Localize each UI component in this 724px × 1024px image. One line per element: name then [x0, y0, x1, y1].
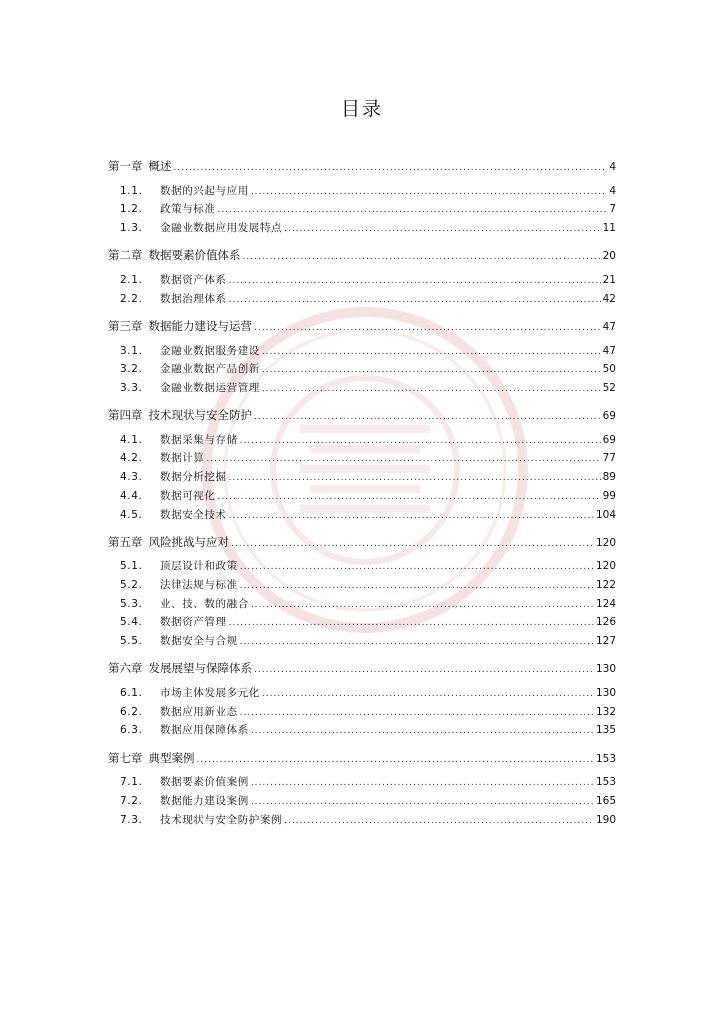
toc-section-entry[interactable]: [108, 343, 616, 362]
toc-chapter-entry[interactable]: [108, 750, 616, 769]
section-title: 市场主体发展多元化: [160, 687, 260, 699]
section-page-number: 122: [595, 579, 616, 592]
section-page-number: 190: [595, 813, 616, 826]
section-title: 金融业数据产品创新: [160, 363, 260, 376]
chapter-page-number: 20: [602, 250, 616, 263]
dot-leader: [254, 412, 601, 422]
dot-leader: [229, 473, 601, 483]
dot-leader: [240, 581, 594, 591]
dot-leader: [240, 708, 594, 718]
chapter-page-number: 4: [609, 161, 616, 173]
toc-section-entry[interactable]: [108, 361, 616, 380]
dot-leader: [231, 539, 594, 549]
dot-leader: [229, 295, 601, 305]
section-number: 5.1.: [120, 560, 143, 573]
toc-chapter-entry[interactable]: [108, 407, 616, 426]
table-of-contents: [108, 158, 616, 830]
dot-leader: [251, 778, 594, 788]
section-number: 2.2.: [120, 292, 143, 305]
dot-leader: [240, 637, 594, 647]
toc-section-entry[interactable]: [108, 596, 616, 615]
section-page-number: 21: [602, 273, 616, 286]
section-number: 3.1.: [120, 344, 143, 357]
section-title: 数据可视化: [160, 489, 216, 502]
section-number: 5.2.: [120, 579, 143, 592]
toc-chapter-entry[interactable]: [108, 158, 616, 177]
toc-section-entry[interactable]: [108, 220, 616, 239]
section-number: 4.5.: [120, 508, 143, 521]
section-title: 数据应用保障体系: [160, 724, 249, 737]
toc-chapter-entry[interactable]: [108, 247, 616, 266]
toc-section-entry[interactable]: [108, 793, 616, 812]
section-title: 数据计算: [160, 452, 205, 465]
dot-leader: [262, 689, 594, 699]
section-title: 数据能力建设案例: [160, 794, 249, 807]
toc-section-entry[interactable]: [108, 614, 616, 633]
section-title: 技术现状与安全防护案例: [160, 813, 283, 826]
chapter-title: 数据能力建设与运营: [148, 318, 252, 333]
dot-leader: [254, 323, 601, 333]
chapter-title: 发展展望与保障体系: [148, 661, 252, 676]
section-page-number: 124: [595, 597, 616, 610]
chapter-title: 概述: [148, 159, 172, 173]
dot-leader: [218, 492, 601, 502]
chapter-number: 第一章: [108, 159, 143, 173]
section-number: 4.2.: [120, 452, 143, 465]
section-page-number: 4: [609, 184, 616, 197]
toc-section-entry[interactable]: [108, 272, 616, 291]
dot-leader: [284, 224, 601, 234]
chapter-number: 第三章: [108, 318, 143, 333]
section-page-number: 126: [595, 616, 616, 629]
toc-section-entry[interactable]: [108, 432, 616, 451]
section-number: 4.1.: [120, 433, 143, 446]
dot-leader: [206, 454, 600, 464]
section-title: 金融业数据运营管理: [160, 381, 260, 394]
section-title: 数据的兴起与应用: [160, 184, 249, 197]
dot-leader: [240, 562, 594, 572]
section-number: 1.3.: [120, 222, 143, 235]
section-page-number: 120: [595, 560, 616, 573]
toc-section-entry[interactable]: [108, 774, 616, 793]
section-page-number: 52: [602, 381, 616, 394]
section-page-number: 50: [602, 363, 616, 376]
section-title: 数据资产体系: [160, 273, 227, 286]
section-title: 政策与标准: [160, 203, 216, 216]
section-title: 金融业数据应用发展特点: [160, 222, 283, 235]
section-title: 法律法规与标准: [160, 579, 238, 592]
section-number: 6.1.: [120, 687, 143, 699]
section-number: 6.3.: [120, 724, 143, 737]
toc-section-entry[interactable]: [108, 577, 616, 596]
toc-section-entry[interactable]: [108, 488, 616, 507]
chapter-page-number: 153: [595, 752, 616, 765]
chapter-page-number: 120: [595, 536, 616, 549]
section-title: 数据分析挖掘: [160, 471, 227, 484]
dot-leader: [243, 252, 601, 262]
toc-section-entry[interactable]: [108, 704, 616, 723]
section-title: 金融业数据服务建设: [160, 344, 260, 357]
section-title: 数据采集与存储: [160, 433, 238, 446]
dot-leader: [251, 187, 608, 197]
section-page-number: 77: [602, 452, 616, 465]
section-title: 数据安全与合规: [160, 635, 238, 648]
toc-section-entry[interactable]: [108, 183, 616, 202]
dot-leader: [229, 276, 601, 286]
section-title: 数据要素价值案例: [160, 776, 249, 789]
toc-section-entry[interactable]: [108, 201, 616, 220]
section-title: 数据安全技术: [160, 508, 227, 521]
dot-leader: [229, 511, 594, 521]
page-title: 目录: [340, 98, 383, 120]
toc-section-entry[interactable]: [108, 469, 616, 488]
dot-leader: [174, 163, 608, 173]
toc-section-entry[interactable]: [108, 291, 616, 310]
section-title: 业、技、数的融合: [160, 597, 249, 610]
section-number: 3.2.: [120, 363, 143, 376]
chapter-number: 第四章: [108, 408, 143, 423]
chapter-page-number: 47: [602, 320, 616, 333]
toc-section-entry[interactable]: [108, 633, 616, 652]
dot-leader: [262, 365, 601, 375]
section-number: 4.3.: [120, 471, 143, 484]
section-number: 5.3.: [120, 597, 143, 610]
section-page-number: 130: [595, 687, 616, 699]
chapter-page-number: 130: [595, 663, 616, 676]
chapter-number: 第五章: [108, 534, 143, 549]
section-number: 7.1.: [120, 776, 143, 789]
toc-section-entry[interactable]: [108, 812, 616, 831]
section-number: 5.5.: [120, 635, 143, 648]
dot-leader: [197, 755, 594, 765]
section-number: 2.1.: [120, 273, 143, 286]
section-page-number: 135: [595, 724, 616, 737]
toc-section-entry[interactable]: [108, 558, 616, 577]
section-page-number: 132: [595, 705, 616, 718]
section-page-number: 165: [595, 794, 616, 807]
section-title: 数据治理体系: [160, 292, 227, 305]
section-title: 顶层设计和政策: [160, 560, 238, 573]
section-page-number: 89: [602, 471, 616, 484]
chapter-number: 第六章: [108, 661, 143, 676]
chapter-title: 技术现状与安全防护: [148, 408, 252, 423]
section-number: 1.2.: [120, 203, 143, 216]
section-number: 7.2.: [120, 794, 143, 807]
dot-leader: [251, 726, 594, 736]
toc-chapter-entry[interactable]: [108, 660, 616, 679]
dot-leader: [262, 347, 601, 357]
section-page-number: 11: [602, 222, 616, 235]
dot-leader: [262, 384, 601, 394]
section-page-number: 127: [595, 635, 616, 648]
section-number: 4.4.: [120, 489, 143, 502]
toc-section-entry[interactable]: [108, 380, 616, 399]
section-page-number: 47: [602, 344, 616, 357]
section-number: 3.3.: [120, 381, 143, 394]
chapter-title: 风险挑战与应对: [148, 534, 229, 549]
toc-section-entry[interactable]: [108, 722, 616, 741]
dot-leader: [229, 618, 594, 628]
dot-leader: [218, 205, 608, 215]
dot-leader: [284, 816, 594, 826]
section-page-number: 99: [602, 489, 616, 502]
section-page-number: 153: [595, 776, 616, 789]
chapter-title: 数据要素价值体系: [148, 248, 241, 263]
section-page-number: 69: [602, 433, 616, 446]
section-page-number: 42: [602, 292, 616, 305]
section-page-number: 104: [595, 508, 616, 521]
chapter-number: 第二章: [108, 248, 143, 263]
dot-leader: [251, 600, 594, 610]
chapter-title: 典型案例: [148, 750, 195, 765]
toc-section-entry[interactable]: [108, 507, 616, 526]
section-title: 数据资产管理: [160, 616, 227, 629]
chapter-page-number: 69: [602, 410, 616, 423]
section-number: 7.3.: [120, 813, 143, 826]
toc-section-entry[interactable]: [108, 450, 616, 469]
section-number: 5.4.: [120, 616, 143, 629]
dot-leader: [254, 665, 594, 675]
dot-leader: [240, 436, 601, 446]
dot-leader: [251, 797, 594, 807]
section-page-number: 7: [609, 203, 616, 216]
section-number: 1.1.: [120, 184, 143, 197]
section-title: 数据应用新业态: [160, 705, 238, 718]
toc-section-entry[interactable]: [108, 685, 616, 704]
toc-chapter-entry[interactable]: [108, 318, 616, 337]
chapter-number: 第七章: [108, 750, 143, 765]
section-number: 6.2.: [120, 705, 143, 718]
toc-chapter-entry[interactable]: [108, 534, 616, 553]
